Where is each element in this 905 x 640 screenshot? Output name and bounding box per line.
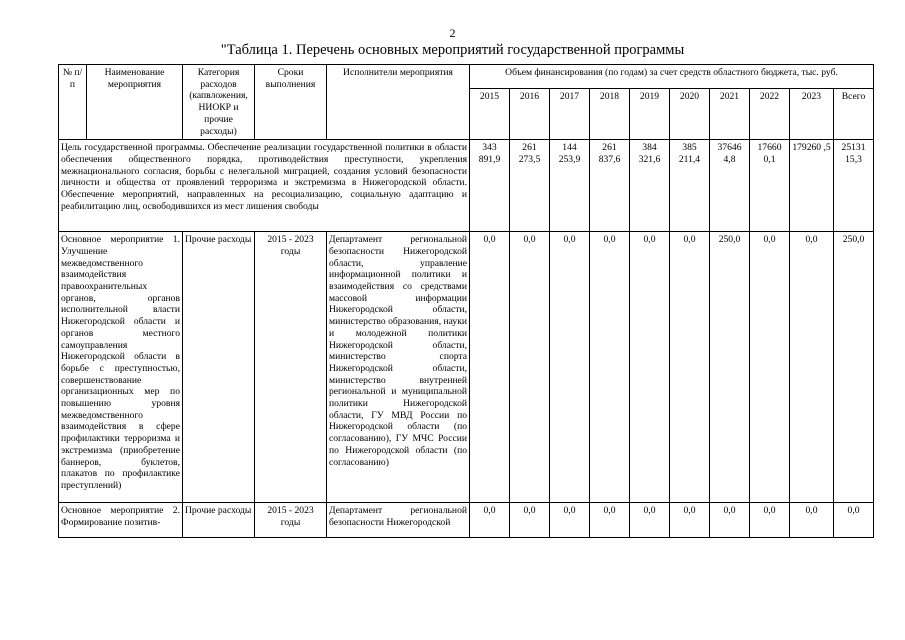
goal-value: 179260 ,5 — [790, 140, 834, 232]
header-year: 2016 — [510, 88, 550, 140]
event-value: 0,0 — [790, 503, 834, 538]
event-total: 250,0 — [834, 232, 874, 503]
event-value: 0,0 — [710, 503, 750, 538]
header-row — [59, 65, 874, 89]
goal-value: 385 211,4 — [670, 140, 710, 232]
header-year: 2015 — [470, 88, 510, 140]
event-name: Основное мероприятие 1. Улучшение межведомственного взаимодействия правоохранительных органов, органов исполнительной власти Нижегородской области и органов местного самоуправления Нижегородской области в борьбе с преступностью, совершенствование организационных мер по повышению уровня межведомственного взаимодействия в сфере профилактики терроризма и экстремизма (приобретение баннеров, буклетов, плакатов по профилактике преступлений) — [59, 232, 183, 503]
event-category: Прочие расходы — [183, 232, 255, 503]
event-terms: 2015 - 2023 годы — [255, 232, 327, 503]
header-year: 2021 — [710, 88, 750, 140]
event-value: 0,0 — [670, 503, 710, 538]
goal-text: Цель государственной программы. Обеспечение реализации государственной политики в области обеспечения общественного порядка, противодействия преступности, укрепления межнационального согласия, борьбы с нелегальной миграцией, создания условий безопасности личности и общества от проявлений терроризма и экстремизма в Нижегородской области. Обеспечение мероприятий, направленных на ресоциализацию, социальную адаптацию и реабилитацию лиц, освободившихся из мест лишения свободы — [59, 140, 470, 232]
goal-value: 17660 0,1 — [750, 140, 790, 232]
event-executors: Департамент региональной безопасности Нижегородской области, управление информационной политики и взаимодействия со средствами массовой информации Нижегородской области, министерство образования, науки и молодежной политики Нижегородской области, министерство спорта Нижегородской области, министерство внутренней региональной и муниципальной политики Нижегородской области, ГУ МВД России по Нижегородской области (по согласованию), ГУ МЧС России по Нижегородской области (по согласованию) — [327, 232, 470, 503]
event-value: 0,0 — [750, 503, 790, 538]
measures-table — [58, 64, 874, 538]
event-row — [59, 503, 874, 538]
event-value: 250,0 — [710, 232, 750, 503]
event-value: 0,0 — [750, 232, 790, 503]
header-category: Категория расходов (капвложения, НИОКР и прочие расходы) — [183, 65, 255, 140]
header-year: 2019 — [630, 88, 670, 140]
goal-value: 37646 4,8 — [710, 140, 750, 232]
goal-total: 25131 15,3 — [834, 140, 874, 232]
event-value: 0,0 — [510, 232, 550, 503]
header-total: Всего — [834, 88, 874, 140]
header-funding: Объем финансирования (по годам) за счет средств областного бюджета, тыс. руб. — [470, 65, 874, 89]
goal-value: 343 891,9 — [470, 140, 510, 232]
event-value: 0,0 — [630, 503, 670, 538]
event-value: 0,0 — [590, 503, 630, 538]
header-year: 2020 — [670, 88, 710, 140]
event-value: 0,0 — [790, 232, 834, 503]
event-row — [59, 232, 874, 503]
page-number: 2 — [449, 26, 456, 40]
goal-value: 261 273,5 — [510, 140, 550, 232]
header-year: 2017 — [550, 88, 590, 140]
event-terms: 2015 - 2023 годы — [255, 503, 327, 538]
header-terms: Сроки выполнения — [255, 65, 327, 140]
event-executors: Департамент региональной безопасности Нижегородской — [327, 503, 470, 538]
header-executors: Исполнители мероприятия — [327, 65, 470, 140]
header-year: 2018 — [590, 88, 630, 140]
event-total: 0,0 — [834, 503, 874, 538]
event-category: Прочие расходы — [183, 503, 255, 538]
event-value: 0,0 — [670, 232, 710, 503]
header-num: № п/п — [59, 65, 87, 140]
header-year: 2023 — [790, 88, 834, 140]
goal-value: 144 253,9 — [550, 140, 590, 232]
header-year: 2022 — [750, 88, 790, 140]
event-value: 0,0 — [510, 503, 550, 538]
table-title: "Таблица 1. Перечень основных мероприятий государственной программы — [220, 42, 685, 58]
event-name: Основное мероприятие 2. Формирование позитив- — [59, 503, 183, 538]
header-name: Наименование мероприятия — [87, 65, 183, 140]
goal-value: 384 321,6 — [630, 140, 670, 232]
event-value: 0,0 — [550, 232, 590, 503]
event-value: 0,0 — [630, 232, 670, 503]
goal-value: 261 837,6 — [590, 140, 630, 232]
goal-row — [59, 140, 874, 232]
event-value: 0,0 — [550, 503, 590, 538]
event-value: 0,0 — [470, 503, 510, 538]
event-value: 0,0 — [470, 232, 510, 503]
event-value: 0,0 — [590, 232, 630, 503]
